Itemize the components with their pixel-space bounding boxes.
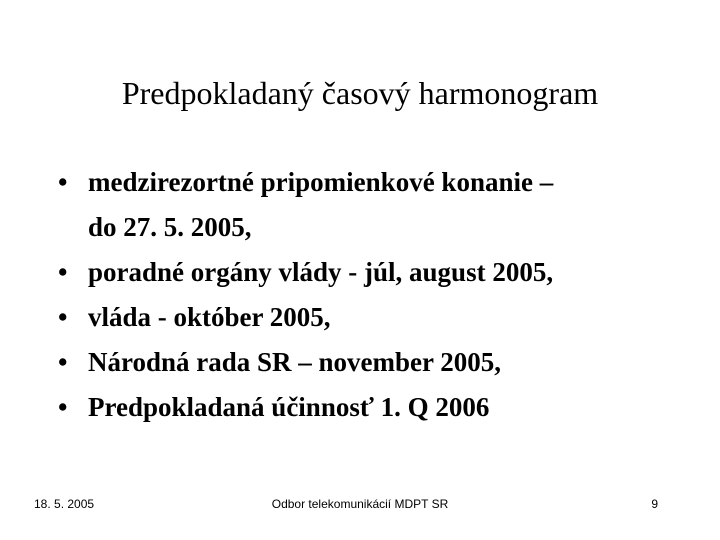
slide-title: Predpokladaný časový harmonogram <box>121 75 599 111</box>
bullet-icon: • <box>58 167 68 197</box>
bullet-icon: • <box>58 302 68 332</box>
bullet-item <box>58 160 678 250</box>
bullet-text: Predpokladaná účinnosť 1. Q 2006 <box>88 392 490 422</box>
bullet-text: medzirezortné pripomienkové konanie – <box>88 167 554 197</box>
bullet-item <box>58 295 678 340</box>
bullet-text: Národná rada SR – november 2005, <box>88 347 502 377</box>
bullet-icon: • <box>58 392 68 422</box>
bullet-text: poradné orgány vlády - júl, august 2005, <box>88 257 554 287</box>
footer-organization: Odbor telekomunikácií MDPT SR <box>271 497 449 511</box>
bullet-list <box>58 160 678 430</box>
bullet-icon: • <box>58 347 68 377</box>
page-number: 9 <box>651 497 658 511</box>
bullet-item <box>58 340 678 385</box>
bullet-text: vláda - október 2005, <box>88 302 331 332</box>
footer-date: 18. 5. 2005 <box>34 497 95 511</box>
bullet-text-continuation: do 27. 5. 2005, <box>88 212 252 242</box>
bullet-item <box>58 250 678 295</box>
bullet-item <box>58 385 678 430</box>
bullet-icon: • <box>58 257 68 287</box>
